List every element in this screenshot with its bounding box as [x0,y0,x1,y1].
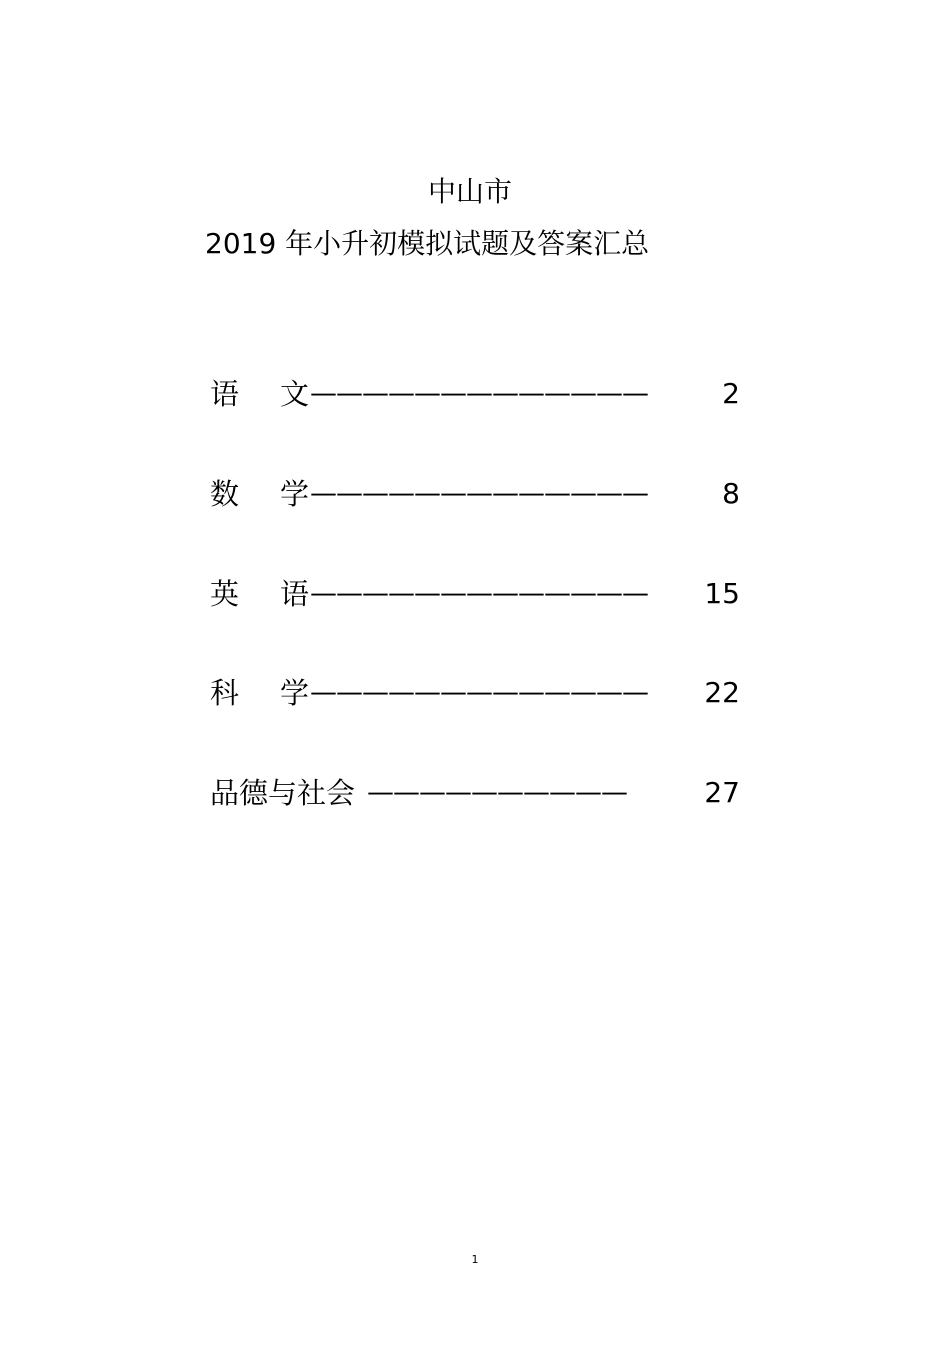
toc-entry-math [210,472,750,516]
toc-leader: ————————————— [310,677,648,708]
toc-entry-science [210,671,750,715]
toc-page-number: 15 [704,577,740,610]
toc-page-number: 2 [722,377,740,410]
toc-subject: 科学 [210,676,351,710]
toc-entry-chinese [210,372,750,416]
toc-page-number: 27 [704,776,740,809]
toc-subject: 品德与社会 [210,776,356,810]
toc-entry-morality-society [210,771,750,815]
toc-page-number: 22 [704,676,740,709]
toc-subject: 数学 [210,477,351,511]
toc-subject: 语文 [210,377,351,411]
toc-leader: —————————— [367,777,627,808]
page-number: 1 [471,1253,479,1266]
toc-leader: ————————————— [310,578,648,609]
toc-entry-english [210,572,750,616]
toc-page-number: 8 [722,477,740,510]
document-title: 2019 年小升初模拟试题及答案汇总 [205,227,650,260]
toc-subject: 英语 [210,577,351,611]
document-title-city: 中山市 [427,175,512,208]
toc-leader: ————————————— [310,478,648,509]
toc-leader: ————————————— [310,378,648,409]
